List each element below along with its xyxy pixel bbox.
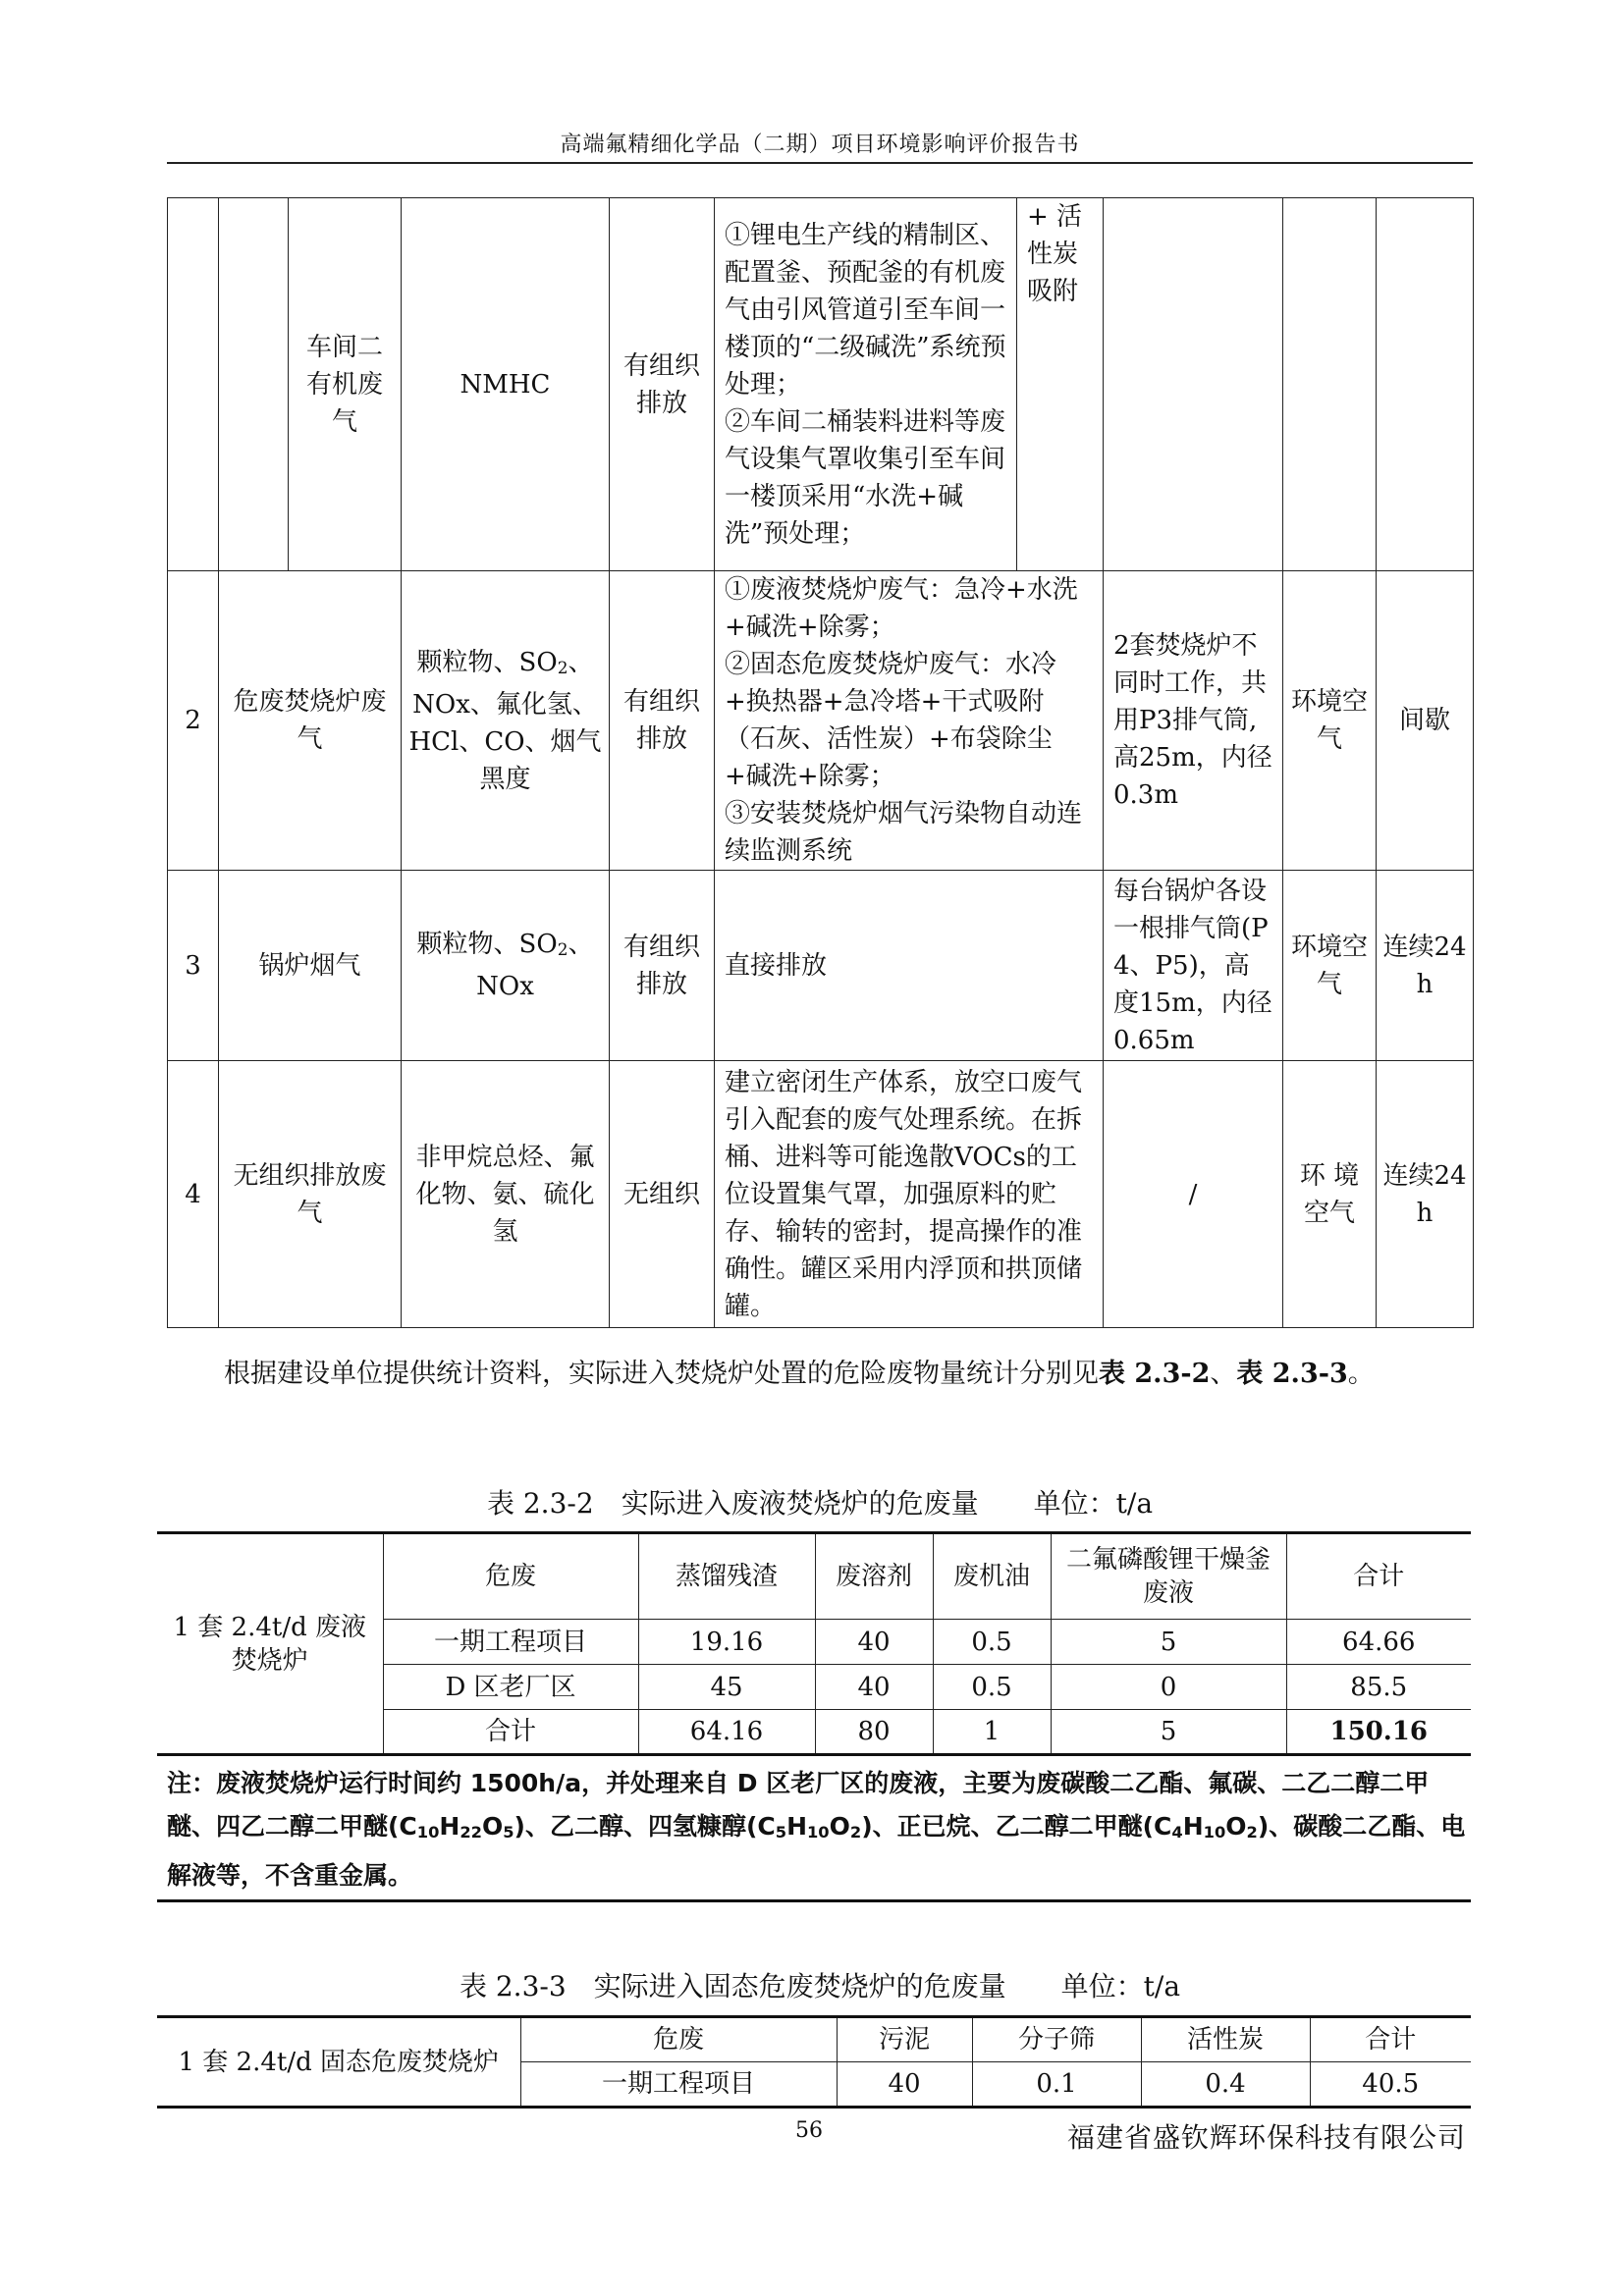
table-cell: 0.1 bbox=[972, 2062, 1141, 2108]
row-number bbox=[168, 198, 219, 571]
table-cell: 45 bbox=[638, 1665, 815, 1710]
subscript: 4 bbox=[1171, 1823, 1183, 1842]
table-row bbox=[168, 571, 1474, 871]
note-rule bbox=[157, 1899, 1471, 1902]
frequency: 间歇 bbox=[1377, 571, 1474, 871]
group-label: 1 套 2.4t/d 废液焚烧炉 bbox=[157, 1533, 383, 1755]
note-text: O bbox=[829, 1812, 850, 1841]
note-text: H bbox=[786, 1812, 807, 1841]
note-text: )、正已烷、乙二醇二甲醚(C bbox=[861, 1812, 1172, 1841]
treatment-measures: 建立密闭生产体系，放空口废气引入配套的废气处理系统。在拆桶、进料等可能逸散VOCs的工位设置集气罩，加强原料的贮存、输转的密封，提高操作的准确性。罐区采用内浮顶和拱顶储罐。 bbox=[715, 1061, 1104, 1328]
note-text: )、碳酸二乙酯、电解液等，不含重金属。 bbox=[167, 1812, 1466, 1890]
note-text: O bbox=[1225, 1812, 1247, 1841]
note-text: 注：废液焚烧炉运行时间约 1500h/a，并处理来自 D 区老厂区的废液，主要为废碳酸二乙酯、氟碳、二乙二醇二甲醚、四乙二醇二甲醚(C bbox=[167, 1769, 1430, 1841]
table-header-row bbox=[157, 1533, 1471, 1620]
pollutants bbox=[402, 871, 610, 1061]
table-cell: 5 bbox=[1051, 1710, 1286, 1755]
table-cell: 40 bbox=[837, 2062, 972, 2108]
subscript: 2 bbox=[557, 657, 568, 677]
emission-mode: 有组织排放 bbox=[610, 871, 715, 1061]
pollutants: 非甲烷总烃、氟化物、氨、硫化氢 bbox=[402, 1061, 610, 1328]
table-cell: 5 bbox=[1051, 1620, 1286, 1665]
column-header: 危废 bbox=[520, 2017, 837, 2062]
table-reference: 表 2.3-2 bbox=[1099, 1359, 1211, 1389]
table-cell: 80 bbox=[815, 1710, 933, 1755]
outlet: 每台锅炉各设一根排气筒(P4、P5)，高度15m，内径0.65m bbox=[1104, 871, 1283, 1061]
paragraph-separator: 、 bbox=[1210, 1359, 1237, 1389]
target: 环境空气 bbox=[1283, 871, 1377, 1061]
header-rule bbox=[167, 162, 1473, 164]
table-cell: 一期工程项目 bbox=[520, 2062, 837, 2108]
column-header: 蒸馏残渣 bbox=[638, 1533, 815, 1620]
table-caption: 表 2.3-3 实际进入固态危废焚烧炉的危废量 单位：t/a bbox=[459, 1970, 1181, 2002]
outlet: / bbox=[1104, 1061, 1283, 1328]
target bbox=[1283, 198, 1377, 571]
pollutants bbox=[402, 571, 610, 871]
table-note bbox=[167, 1762, 1473, 1897]
treatment-measures-tail: + 活性炭吸附 bbox=[1017, 198, 1104, 571]
company-name: 福建省盛钦辉环保科技有限公司 bbox=[1066, 2121, 1466, 2154]
table-cell: D 区老厂区 bbox=[383, 1665, 638, 1710]
treatment-measures bbox=[715, 198, 1017, 571]
table-row bbox=[168, 198, 1474, 571]
row-number: 3 bbox=[168, 871, 219, 1061]
measure-item: ②车间二桶装料进料等废气设集气罩收集引至车间一楼顶采用“水洗+碱洗”预处理； bbox=[725, 406, 1006, 549]
waste-gas-table bbox=[167, 197, 1474, 1328]
source-name: 危废焚烧炉废气 bbox=[219, 571, 402, 871]
table-cell: 85.5 bbox=[1286, 1665, 1471, 1710]
note-text: H bbox=[1182, 1812, 1204, 1841]
pollutants-text: 颗粒物、SO bbox=[416, 930, 558, 959]
table-cell: 64.66 bbox=[1286, 1620, 1471, 1665]
note-text: O bbox=[481, 1812, 504, 1841]
source-name: 锅炉烟气 bbox=[219, 871, 402, 1061]
subscript: 2 bbox=[557, 939, 568, 959]
table-cell: 一期工程项目 bbox=[383, 1620, 638, 1665]
target: 环 境空气 bbox=[1283, 1061, 1377, 1328]
subscript: 2 bbox=[1246, 1823, 1258, 1842]
pollutants: NMHC bbox=[402, 198, 610, 571]
column-header: 废机油 bbox=[933, 1533, 1051, 1620]
row-number: 4 bbox=[168, 1061, 219, 1328]
subscript: 10 bbox=[416, 1823, 440, 1842]
column-header: 合计 bbox=[1310, 2017, 1471, 2062]
table-cell: 0.4 bbox=[1141, 2062, 1310, 2108]
column-header: 危废 bbox=[383, 1533, 638, 1620]
target: 环境空气 bbox=[1283, 571, 1377, 871]
table-caption: 表 2.3-2 实际进入废液焚烧炉的危废量 单位：t/a bbox=[486, 1487, 1154, 1520]
table-cell: 0.5 bbox=[933, 1620, 1051, 1665]
table-cell: 合计 bbox=[383, 1710, 638, 1755]
table-cell: 19.16 bbox=[638, 1620, 815, 1665]
paragraph-text: 根据建设单位提供统计资料，实际进入焚烧炉处置的危险废物量统计分别见 bbox=[224, 1359, 1099, 1389]
column-header: 废溶剂 bbox=[815, 1533, 933, 1620]
table-cell: 40 bbox=[815, 1665, 933, 1710]
category-spacer bbox=[219, 198, 289, 571]
column-header: 二氟磷酸锂干燥釜废液 bbox=[1051, 1533, 1286, 1620]
table-row bbox=[168, 1061, 1474, 1328]
source-name: 无组织排放废气 bbox=[219, 1061, 402, 1328]
table-cell: 1 bbox=[933, 1710, 1051, 1755]
table-cell: 0.5 bbox=[933, 1665, 1051, 1710]
measure-item: ③安装焚烧炉烟气污染物自动连续监测系统 bbox=[725, 799, 1083, 866]
subscript: 10 bbox=[807, 1823, 830, 1842]
table-cell: 40.5 bbox=[1310, 2062, 1471, 2108]
column-header: 合计 bbox=[1286, 1533, 1471, 1620]
subscript: 5 bbox=[775, 1823, 787, 1842]
column-header: 活性炭 bbox=[1141, 2017, 1310, 2062]
subscript: 10 bbox=[1203, 1823, 1226, 1842]
subscript: 2 bbox=[849, 1823, 862, 1842]
treatment-measures: 直接排放 bbox=[715, 871, 1104, 1061]
table-cell: 40 bbox=[815, 1620, 933, 1665]
table-header-row bbox=[157, 2017, 1471, 2062]
row-number: 2 bbox=[168, 571, 219, 871]
frequency: 连续24h bbox=[1377, 1061, 1474, 1328]
document-header: 高端氟精细化学品（二期）项目环境影响评价报告书 bbox=[560, 133, 1080, 157]
group-label: 1 套 2.4t/d 固态危废焚烧炉 bbox=[157, 2017, 520, 2108]
source-name: 车间二有机废气 bbox=[289, 198, 402, 571]
body-paragraph bbox=[167, 1333, 1473, 1415]
treatment-measures bbox=[715, 571, 1104, 871]
note-text: )、乙二醇、四氢糠醇(C bbox=[514, 1812, 776, 1841]
table-cell-total: 150.16 bbox=[1286, 1710, 1471, 1755]
emission-mode: 无组织 bbox=[610, 1061, 715, 1328]
liquid-incinerator-table bbox=[157, 1531, 1471, 1756]
subscript: 5 bbox=[503, 1823, 514, 1842]
page-number: 56 bbox=[795, 2118, 823, 2143]
outlet bbox=[1104, 198, 1283, 571]
column-header: 分子筛 bbox=[972, 2017, 1141, 2062]
pollutants-text: 、NOx、氟化氢、HCl、CO、烟气黑度 bbox=[408, 647, 602, 794]
paragraph-end: 。 bbox=[1347, 1359, 1375, 1389]
measure-item: ①废液焚烧炉废气：急冷+水洗+碱洗+除雾； bbox=[725, 575, 1078, 642]
table-cell: 0 bbox=[1051, 1665, 1286, 1710]
table-cell: 64.16 bbox=[638, 1710, 815, 1755]
pollutants-text: 颗粒物、SO bbox=[416, 647, 558, 677]
outlet: 2套焚烧炉不同时工作，共用P3排气筒,高25m，内径0.3m bbox=[1104, 571, 1283, 871]
solid-incinerator-table bbox=[157, 2015, 1471, 2109]
frequency: 连续24h bbox=[1377, 871, 1474, 1061]
pollutants-text: 、NOx bbox=[476, 930, 594, 1001]
subscript: 22 bbox=[460, 1823, 482, 1842]
column-header: 污泥 bbox=[837, 2017, 972, 2062]
table-row bbox=[168, 871, 1474, 1061]
frequency bbox=[1377, 198, 1474, 571]
emission-mode: 有组织排放 bbox=[610, 571, 715, 871]
table-reference: 表 2.3-3 bbox=[1236, 1359, 1348, 1389]
measure-item: ②固态危废焚烧炉废气：水冷+换热器+急冷塔+干式吸附（石灰、活性炭）+布袋除尘+碱洗+除雾； bbox=[725, 650, 1057, 791]
measure-item: ①锂电生产线的精制区、配置釜、预配釜的有机废气由引风管道引至车间一楼顶的“二级碱洗”系统预处理； bbox=[725, 220, 1006, 400]
note-text: H bbox=[439, 1812, 460, 1841]
emission-mode: 有组织排放 bbox=[610, 198, 715, 571]
